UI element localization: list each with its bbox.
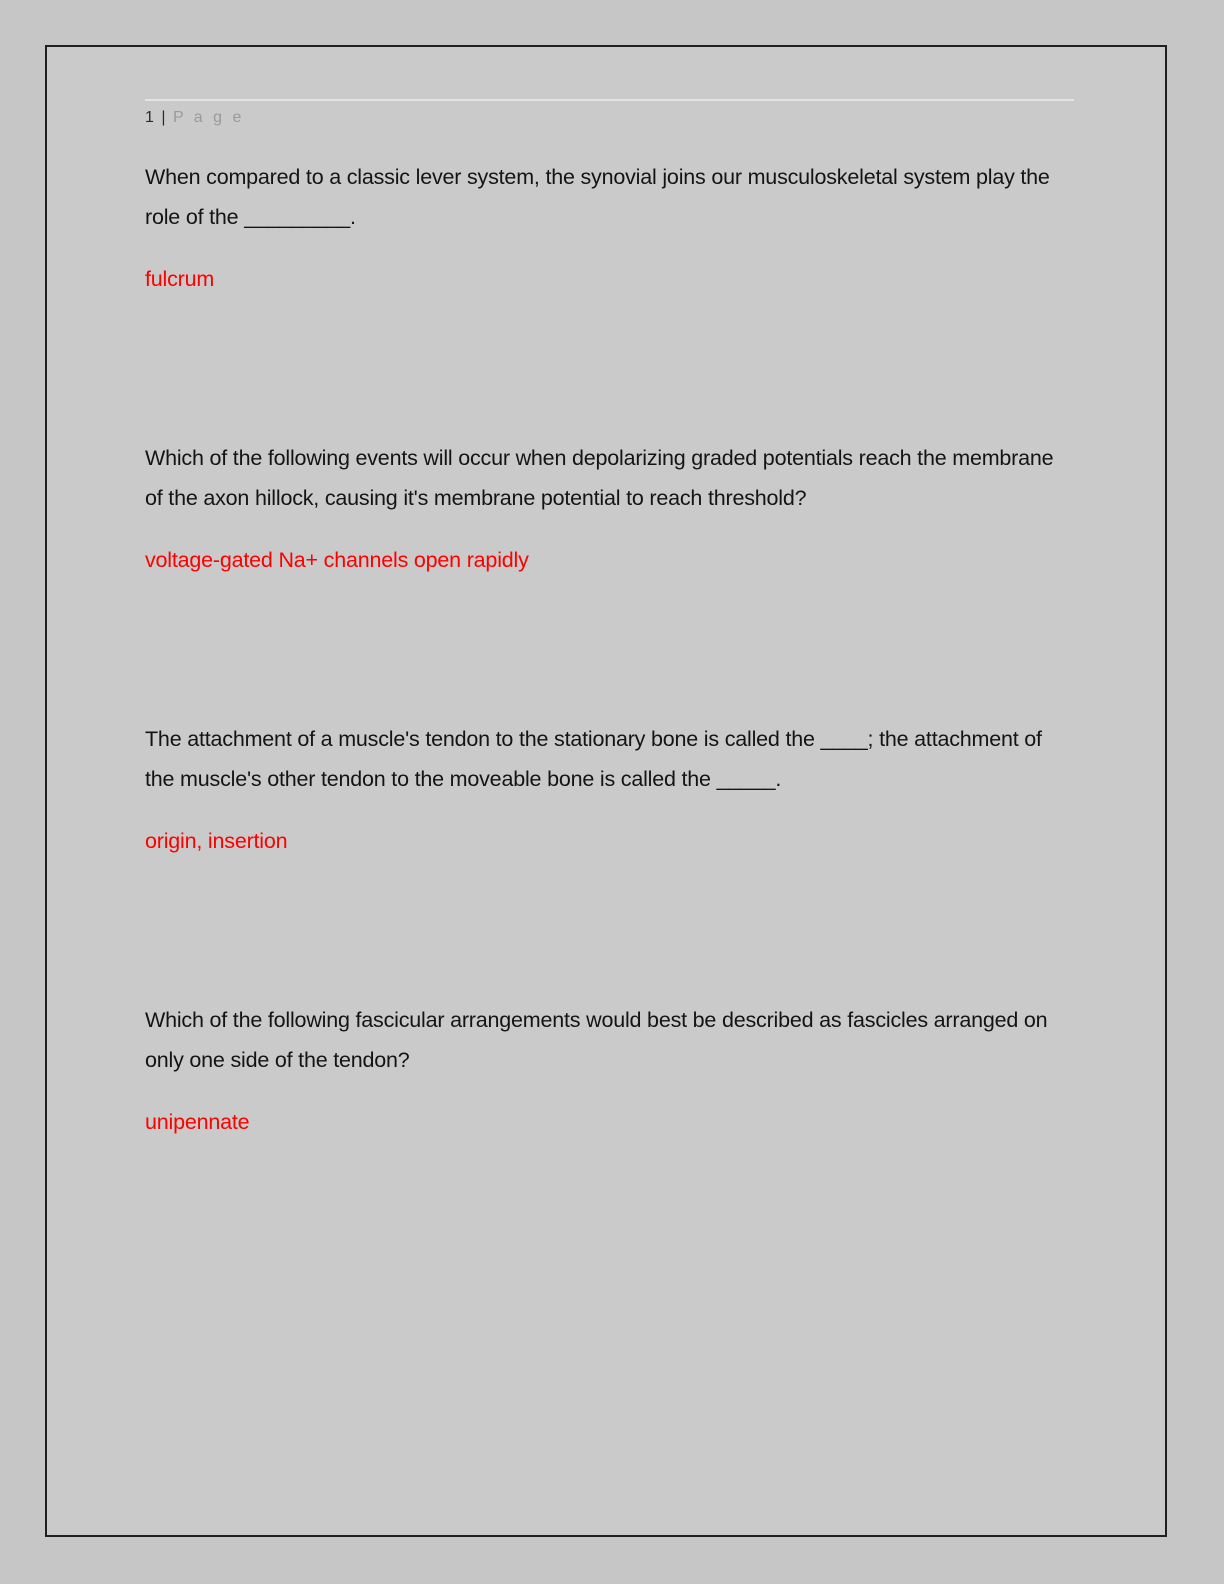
question-text: Which of the following events will occur when depolarizing graded potentials reach the membrane of the axon hillock, causing it's membrane potential to reach threshold? — [145, 446, 1054, 510]
qa-block-3 — [145, 719, 1057, 856]
question-text: When compared to a classic lever system, the synovial joins our musculoskeletal system play the role of the _________. — [145, 165, 1050, 229]
page-number — [145, 109, 1075, 127]
question-text: The attachment of a muscle's tendon to the stationary bone is called the ____; the attachment of the muscle's other tendon to the moveable bone is called the _____. — [145, 727, 1042, 791]
page-content — [47, 47, 1165, 1137]
header-divider — [145, 99, 1074, 101]
answer-text: fulcrum — [145, 267, 215, 291]
answer-text: unipennate — [145, 1110, 250, 1134]
answer-text: origin, insertion — [145, 829, 288, 853]
qa-block-4 — [145, 1000, 1057, 1137]
qa-block-2 — [145, 438, 1057, 575]
page-number-word: P a g e — [172, 109, 245, 126]
question-text: Which of the following fascicular arrangements would best be described as fascicles arranged on only one side of the tendon? — [145, 1008, 1048, 1072]
qa-block-1 — [145, 157, 1057, 294]
answer-text: voltage-gated Na+ channels open rapidly — [145, 548, 529, 572]
page-number-value: 1 | — [145, 109, 167, 126]
document-page — [45, 45, 1167, 1537]
